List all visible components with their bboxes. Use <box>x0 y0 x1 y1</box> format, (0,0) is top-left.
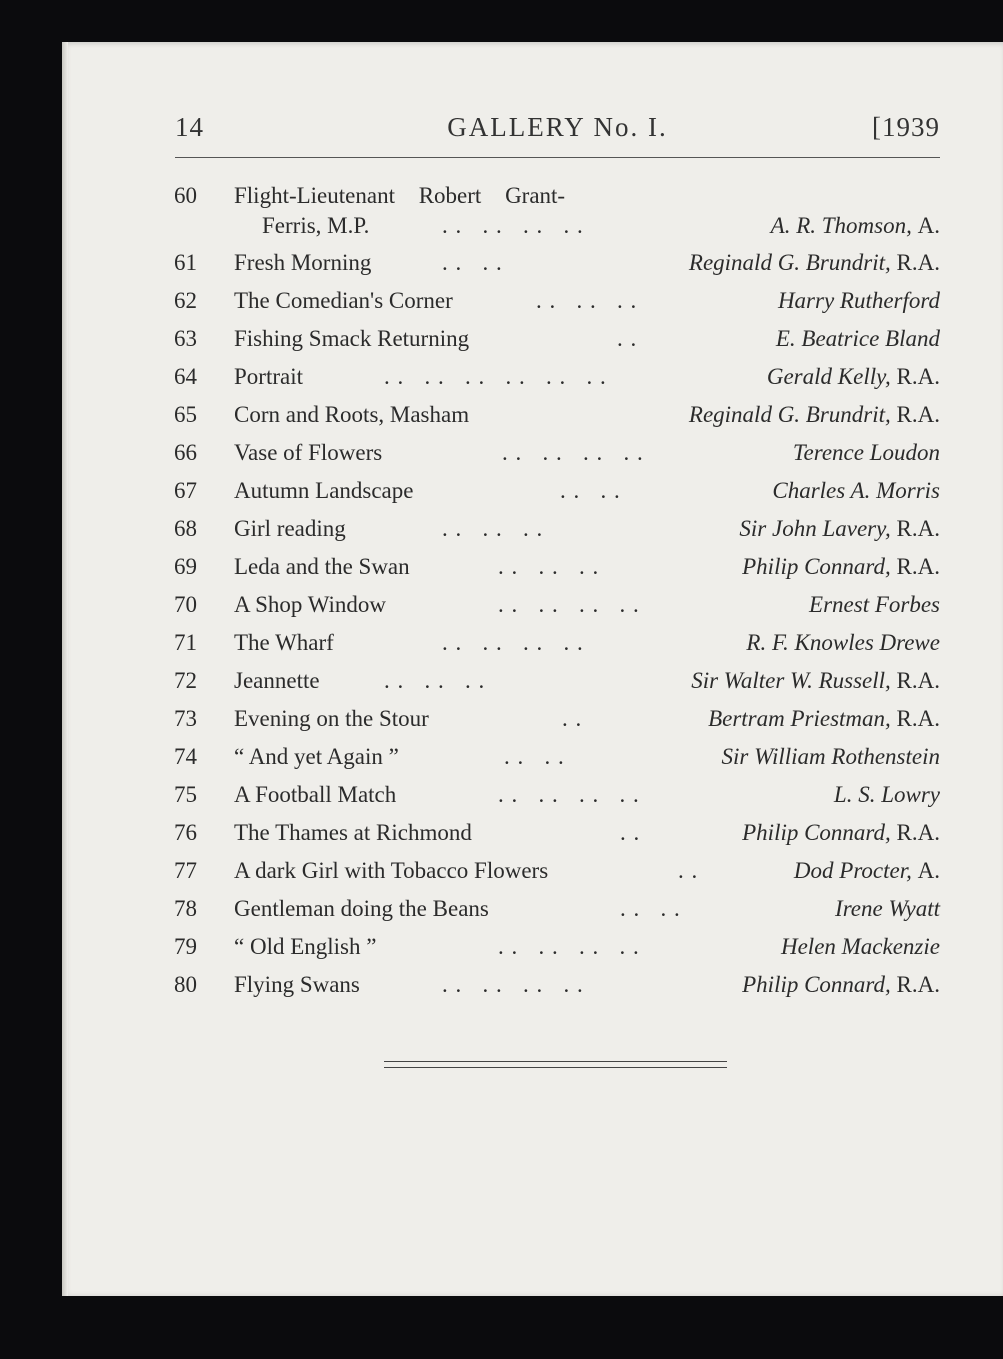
entry-artist <box>767 359 940 395</box>
entry-title: Fresh Morning <box>234 250 372 275</box>
dot-leader: . . <box>617 326 638 351</box>
entry-artist <box>809 587 940 623</box>
artist-name: E. Beatrice Bland <box>775 326 940 351</box>
dot-leader: . . . . . . . . <box>442 213 584 238</box>
dot-leader: . . . . . . <box>536 288 638 313</box>
dot-leader: . . . . <box>442 250 503 275</box>
catalogue-entry <box>0 815 1003 851</box>
entry-title: Autumn Landscape <box>234 478 414 503</box>
entry-number: 63 <box>174 326 197 351</box>
catalogue-entry <box>0 853 1003 889</box>
artist-name: Harry Rutherford <box>777 288 940 313</box>
entry-title: Girl reading <box>234 516 346 541</box>
entry-artist <box>708 701 940 737</box>
catalogue-entry <box>0 359 1003 395</box>
artist-name: Reginald G. Brundrit, <box>688 250 891 275</box>
entry-number: 77 <box>174 858 197 883</box>
artist-honour: R.A. <box>896 820 940 845</box>
catalogue-entry <box>0 739 1003 775</box>
entry-artist <box>689 245 940 281</box>
artist-name: A. R. Thomson, <box>770 213 912 238</box>
artist-name: Philip Connard, <box>742 820 891 845</box>
entry-number: 68 <box>174 516 197 541</box>
entry-number: 65 <box>174 402 197 427</box>
entry-artist <box>771 208 940 244</box>
entry-title: “ And yet Again ” <box>234 744 399 769</box>
entry-number: 70 <box>174 592 197 617</box>
entry-artist <box>781 929 940 965</box>
entry-number: 62 <box>174 288 197 313</box>
dot-leader: . . . . . . . . <box>502 440 644 465</box>
artist-honour: R.A. <box>896 402 940 427</box>
dot-leader: . . . . . . . . <box>498 592 640 617</box>
page-header <box>175 108 940 148</box>
entry-title: A dark Girl with Tobacco Flowers <box>234 858 549 883</box>
entry-title: Corn and Roots, Masham <box>234 402 470 427</box>
artist-honour: A. <box>917 858 940 883</box>
catalogue-entry <box>0 625 1003 661</box>
entry-number: 61 <box>174 250 197 275</box>
entry-artist <box>742 549 940 585</box>
entry-title: Vase of Flowers <box>234 440 383 465</box>
entry-number: 66 <box>174 440 197 465</box>
artist-name: L. S. Lowry <box>833 782 940 807</box>
entry-title: The Wharf <box>234 630 334 655</box>
dot-leader: . . . . <box>504 744 565 769</box>
dot-leader: . . . . . . . . <box>442 630 584 655</box>
entry-number: 72 <box>174 668 197 693</box>
artist-name: Terence Loudon <box>792 440 940 465</box>
dot-leader: . . <box>562 706 583 731</box>
artist-name: Irene Wyatt <box>835 896 940 921</box>
entry-number: 76 <box>174 820 197 845</box>
entry-number: 69 <box>174 554 197 579</box>
entry-title: A Football Match <box>234 782 397 807</box>
page-title: GALLERY No. I. <box>447 112 668 142</box>
entry-title: The Comedian's Corner <box>234 288 453 313</box>
entry-artist <box>689 397 940 433</box>
entry-number: 73 <box>174 706 197 731</box>
artist-name: Ernest Forbes <box>809 592 940 617</box>
catalogue-entry <box>0 283 1003 319</box>
catalogue-entry <box>0 245 1003 281</box>
page-number: 14 <box>175 112 204 142</box>
entry-title: Fishing Smack Returning <box>234 326 470 351</box>
artist-honour: R.A. <box>896 364 940 389</box>
entry-number: 78 <box>174 896 197 921</box>
dot-leader: . . . . <box>560 478 621 503</box>
artist-name: Sir William Rothenstein <box>721 744 940 769</box>
catalogue-entry <box>0 777 1003 813</box>
dot-leader: . . . . . . . . <box>498 934 640 959</box>
dot-leader: . . . . . . <box>442 516 544 541</box>
catalogue-entry <box>0 929 1003 965</box>
artist-honour: R.A. <box>896 706 940 731</box>
entry-title: The Thames at Richmond <box>234 820 472 845</box>
entry-title: Ferris, M.P. <box>262 213 370 238</box>
entry-artist <box>772 473 940 509</box>
catalogue-entry <box>0 891 1003 927</box>
catalogue-year: [1939 <box>872 112 940 142</box>
entry-artist <box>793 435 940 471</box>
artist-honour: R.A. <box>896 516 940 541</box>
artist-name: Charles A. Morris <box>772 478 940 503</box>
footer-rule-bottom <box>384 1067 727 1068</box>
artist-name: Sir Walter W. Russell, <box>691 668 891 693</box>
entry-title: Flight-Lieutenant Robert Grant- <box>234 183 566 208</box>
artist-honour: R.A. <box>896 668 940 693</box>
entry-title: Gentleman doing the Beans <box>234 896 489 921</box>
artist-honour: A. <box>917 213 940 238</box>
artist-name: R. F. Knowles Drewe <box>746 630 940 655</box>
artist-name: Philip Connard, <box>742 972 891 997</box>
catalogue-entry <box>0 321 1003 357</box>
entry-artist <box>722 739 941 775</box>
entry-artist <box>742 967 940 1003</box>
entry-title: “ Old English ” <box>234 934 377 959</box>
entry-title: Flying Swans <box>234 972 360 997</box>
entry-number: 67 <box>174 478 197 503</box>
entry-number: 71 <box>174 630 197 655</box>
entry-artist <box>834 777 940 813</box>
entry-title: A Shop Window <box>234 592 387 617</box>
dot-leader: . . . . . . <box>498 554 600 579</box>
artist-name: Dod Procter, <box>793 858 912 883</box>
catalogue-entry <box>0 208 1003 244</box>
dot-leader: . . <box>678 858 699 883</box>
entry-number: 60 <box>174 183 197 208</box>
artist-name: Gerald Kelly, <box>766 364 891 389</box>
dot-leader: . . . . . . . . . . . . <box>384 364 607 389</box>
artist-honour: R.A. <box>896 554 940 579</box>
entry-artist <box>742 815 940 851</box>
entry-artist <box>691 663 940 699</box>
artist-honour: R.A. <box>896 972 940 997</box>
catalogue-entry <box>0 967 1003 1003</box>
catalogue-entry <box>0 663 1003 699</box>
dot-leader: . . . . <box>620 896 681 921</box>
artist-name: Bertram Priestman, <box>708 706 891 731</box>
entry-title: Evening on the Stour <box>234 706 429 731</box>
artist-name: Helen Mackenzie <box>780 934 940 959</box>
artist-name: Reginald G. Brundrit, <box>688 402 891 427</box>
entry-title: Leda and the Swan <box>234 554 410 579</box>
entry-artist <box>778 283 940 319</box>
entry-artist <box>794 853 940 889</box>
dot-leader: . . <box>620 820 641 845</box>
catalogue-entry <box>0 397 1003 433</box>
catalogue-entry <box>0 549 1003 585</box>
entry-number: 64 <box>174 364 197 389</box>
footer-rule-top <box>384 1061 727 1062</box>
catalogue-entry <box>0 473 1003 509</box>
entry-title: Jeannette <box>234 668 320 693</box>
artist-name: Sir John Lavery, <box>739 516 891 541</box>
entry-number: 79 <box>174 934 197 959</box>
entry-artist <box>746 625 940 661</box>
catalogue-entry <box>0 511 1003 547</box>
entry-artist <box>739 511 940 547</box>
artist-honour: R.A. <box>896 250 940 275</box>
header-rule <box>175 157 940 158</box>
catalogue-entry <box>0 587 1003 623</box>
catalogue-entry <box>0 435 1003 471</box>
dot-leader: . . . . . . <box>384 668 486 693</box>
entry-number: 75 <box>174 782 197 807</box>
entry-artist <box>776 321 940 357</box>
entry-artist <box>835 891 940 927</box>
artist-name: Philip Connard, <box>742 554 891 579</box>
entry-number: 80 <box>174 972 197 997</box>
catalogue-entry <box>0 701 1003 737</box>
dot-leader: . . . . . . . . <box>442 972 584 997</box>
entry-number: 74 <box>174 744 197 769</box>
dot-leader: . . . . . . . . <box>498 782 640 807</box>
entry-title: Portrait <box>234 364 303 389</box>
